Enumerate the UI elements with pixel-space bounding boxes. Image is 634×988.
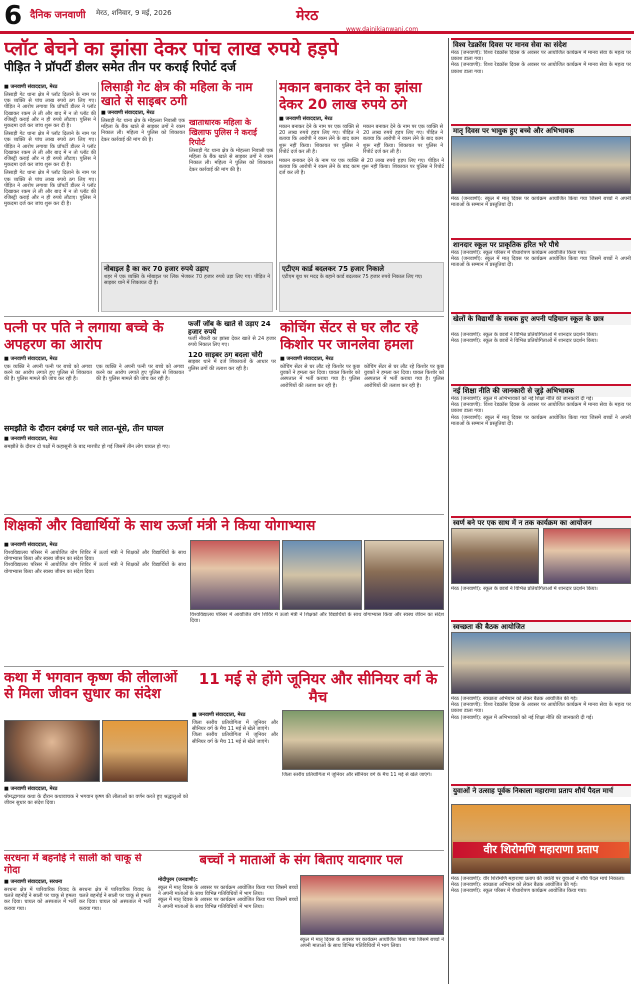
website-link[interactable]: www.dainikjanwani.com [346, 26, 419, 33]
story-loan [188, 320, 276, 480]
sidebar-photo-4 [451, 632, 631, 694]
story-mothers-text-3: स्कूल में मातृ दिवस के अवसर पर कार्यक्रम आयोजित किया गया जिसमें बच्चों ने अपनी माताओं के साथ विभिन्न गतिविधियों में भाग लिया। [300, 937, 444, 950]
story-loan-text: फर्जी नौकरी का झांसा देकर खाते से 24 हजार रुपये निकाल लिए गए। [188, 336, 276, 349]
sidebar-text-5-c: मेरठ (जनवाणी): स्कूल में मातृ दिवस पर कार्यक्रम आयोजित किया गया जिसमें बच्चों ने अपनी माताओं के सम्मान में प्रस्तुतियां दीं। [451, 414, 631, 427]
story-minister-text-2: विश्वविद्यालय परिसर में आयोजित योग शिविर में ऊर्जा मंत्री ने शिक्षकों और विद्यार्थियों के साथ योगाभ्यास किया और स्वस्थ जीवन का संदेश दिया। [4, 562, 186, 575]
story-fraud-headline[interactable]: लिसाड़ी गेट क्षेत्र की महिला के नाम खाते से साइबर ठगी [101, 80, 253, 108]
story-match-byline: ■ जनवाणी संवाददाता, मेरठ [192, 712, 246, 718]
story-match-text: जिला स्तरीय प्रतियोगिता में जूनियर और सीनियर वर्ग के मैच 11 मई से खेले जाएंगे। [192, 720, 278, 733]
story-mothers-byline: मोदीपुरम (जनवाणी): [158, 877, 198, 883]
notice-text: शहर में एक व्यक्ति के मोबाइल पर लिंक भेजकर 70 हजार रुपये उड़ा लिए गए। पीड़ित ने साइबर थाने में शिकायत दी है। [104, 274, 270, 287]
story-minister-headline[interactable]: शिक्षकों और विद्यार्थियों के साथ ऊर्जा मंत्री ने किया योगाभ्यास [4, 518, 316, 534]
sidebar-text-7-a: मेरठ (जनवाणी): स्वच्छता अभियान को लेकर बैठक आयोजित की गई। [451, 696, 578, 702]
story-krishna-text: श्रीमद्भागवत कथा के दौरान कथावाचक ने भगवान कृष्ण की लीलाओं का वर्णन करते हुए श्रद्धालुओं को जीवन सुधार का संदेश दिया। [4, 794, 188, 807]
sidebar-head-1: विश्व रेडक्रॉस दिवस पर मानव सेवा का संदेश [451, 38, 631, 51]
sidebar-text-5-a: मेरठ (जनवाणी): स्कूल में अभिभावकों को नई शिक्षा नीति की जानकारी दी गई। [451, 396, 594, 402]
story-house-text: मकान बनाकर देने के नाम पर एक व्यक्ति से 20 लाख रुपये हड़प लिए गए। पीड़ित ने बताया कि आरोपी ने रकम लेने के बाद काम शुरू नहीं किया। शिकायत पर पुलिस ने रिपोर्ट दर्ज कर ली है। [279, 124, 359, 155]
sidebar-text-8 [451, 876, 631, 984]
sidebar-head-7: स्वच्छता की बैठक आयोजित [451, 620, 631, 633]
sidebar-head-2: मातृ दिवस पर भावुक हुए बच्चे और अभिभावक [451, 124, 631, 137]
sidebar-text-5-b: मेरठ (जनवाणी): विश्व रेडक्रॉस दिवस के अवसर पर आयोजित कार्यक्रम में मानव सेवा के महत्व पर प्रकाश डाला गया। [451, 402, 631, 415]
story-match-head [192, 670, 444, 708]
story-minister-byline: ■ जनवाणी संवाददाता, मेरठ [4, 542, 58, 548]
sidebar-text-7 [451, 696, 631, 782]
story-house-byline: ■ जनवाणी संवाददाता, मेरठ [279, 116, 333, 122]
story-mothers-body [158, 875, 298, 985]
lead-text: लिसाड़ी गेट थाना क्षेत्र में प्लॉट दिलाने के नाम पर एक व्यक्ति से पांच लाख रुपये ठग लिए गए। पीड़ित ने आरोप लगाया कि प्रॉपर्टी डीलर ने प्लॉट दिखाकर रकम ले ली और बाद में न तो प्लॉट की रजिस्ट्री कराई और न ही रुपये लौटाए। पुलिस ने मुकदमा दर्ज कर जांच शुरू कर दी है। [4, 92, 96, 130]
story-fraud [101, 80, 273, 260]
story-mothers-head [158, 853, 444, 873]
match-photo [282, 710, 444, 770]
sidebar-text-5 [451, 396, 631, 514]
story-knife-text-2: सरधना क्षेत्र में पारिवारिक विवाद के चलते बहनोई ने साली पर चाकू से हमला कर दिया। घायल को अस्पताल में भर्ती कराया गया। [79, 887, 151, 912]
story-kidnap [4, 320, 184, 420]
krishna-photo-2 [102, 720, 188, 782]
story-minister-body-2 [190, 612, 444, 662]
mothers-photo [300, 875, 444, 935]
sidebar-photo-5 [451, 804, 631, 874]
story-knife-text: सरधना क्षेत्र में पारिवारिक विवाद के चलते बहनोई ने साली पर चाकू से हमला कर दिया। घायल को अस्पताल में भर्ती कराया गया। [4, 887, 76, 912]
story-coaching [280, 320, 444, 495]
story-fraud-text: लिसाड़ी गेट थाना क्षेत्र के मोहल्ला निवासी एक महिला के बैंक खाते से साइबर ठगों ने रकम निकाल ली। महिला ने पुलिस को शिकायत देकर कार्रवाई की मांग की है। [101, 118, 185, 143]
story-house-text-3: मकान बनाकर देने के नाम पर एक व्यक्ति से 20 लाख रुपये हड़प लिए गए। पीड़ित ने बताया कि आरोपी ने रकम लेने के बाद काम शुरू नहीं किया। शिकायत पर पुलिस ने रिपोर्ट दर्ज कर ली है। [279, 158, 444, 177]
sidebar-head-6: स्वर्ण बने पर एक साथ में न तक कार्यक्रम का आयोजन [451, 516, 631, 529]
lead-headline[interactable]: प्लॉट बेचने का झांसा देकर पांच लाख रुपये हड़पे [4, 38, 339, 60]
story-minister-text: विश्वविद्यालय परिसर में आयोजित योग शिविर में ऊर्जा मंत्री ने शिक्षकों और विद्यार्थियों के साथ योगाभ्यास किया और स्वस्थ जीवन का संदेश दिया। [4, 550, 186, 563]
story-krishna-byline: ■ जनवाणी संवाददाता, मेरठ [4, 786, 58, 792]
story-coaching-headline[interactable]: कोचिंग सेंटर से घर लौट रहे किशोर पर जानलेवा हमला [280, 320, 419, 353]
sidebar-head-8: युवाओं ने उत्साह पूर्वक निकाला महाराणा प्रताप शौर्य पैदल मार्च [451, 784, 631, 797]
story-settle-title[interactable]: समझौते के दौरान दबंगई पर चले लात-घूंसे, तीन घायल [4, 424, 164, 433]
sidebar-text-6 [451, 586, 631, 618]
sidebar-text-8-c: मेरठ (जनवाणी): स्कूल परिसर में पौधारोपण कार्यक्रम आयोजित किया गया। [451, 888, 587, 895]
sidebar-photo-1 [451, 136, 631, 194]
story-mothers-body-2 [300, 937, 444, 985]
story-settle-text: समझौते के दौरान दो पक्षों में कहासुनी के बाद मारपीट हो गई जिसमें तीन लोग घायल हो गए। [4, 444, 170, 450]
sidebar-text-2-a: मेरठ (जनवाणी): स्कूल में मातृ दिवस पर कार्यक्रम आयोजित किया गया जिसमें बच्चों ने अपनी माताओं के सम्मान में प्रस्तुतियां दीं। [451, 196, 631, 209]
story-fraud-callout: खाताधारक महिला के खिलाफ पुलिस ने कराई रिपोर्ट [189, 118, 257, 147]
sidebar-text-4-b: मेरठ (जनवाणी): स्कूल के छात्रों ने विभिन्न प्रतियोगिताओं में शानदार प्रदर्शन किया। [451, 338, 598, 345]
story-settle-byline: ■ जनवाणी संवाददाता, मेरठ [4, 436, 58, 442]
sidebar-head-3: शानदार स्कूल पर प्राकृतिक हरित भरे पौधे [451, 238, 631, 251]
page-number: 6 [4, 1, 23, 31]
sidebar-text-1 [451, 50, 631, 122]
story-coaching-text: कोचिंग सेंटर से घर लौट रहे किशोर पर कुछ युवकों ने हमला कर दिया। घायल किशोर को अस्पताल में भर्ती कराया गया है। पुलिस आरोपियों की तलाश कर रही है। [280, 364, 360, 389]
sidebar-text-2 [451, 196, 631, 236]
story-kidnap-text: एक व्यक्ति ने अपनी पत्नी पर बच्चे को अगवा करने का आरोप लगाते हुए पुलिस से शिकायत की है। पुलिस मामले की जांच कर रही है। [4, 364, 92, 383]
dateline: मेरठ, शनिवार, 9 मई, 2026 [96, 9, 172, 17]
story-kidnap-headline[interactable]: पत्नी पर पति ने लगाया बच्चे के अपहरण का आरोप [4, 320, 164, 353]
story-match-text-2: जिला स्तरीय प्रतियोगिता में जूनियर और सीनियर वर्ग के मैच 11 मई से खेले जाएंगे। [192, 732, 278, 745]
story-fraud-byline: ■ जनवाणी संवाददाता, मेरठ [101, 110, 155, 116]
lead-byline: ■ जनवाणी संवाददाता, मेरठ [4, 84, 58, 90]
sidebar-head-5: नई शिक्षा नीति की जानकारी से जुड़े अभिभावक [451, 384, 631, 397]
sidebar-head-4: खेलों के विद्यार्थी के सबक हुए अपनी पहिचान स्कूल के छात्र [451, 312, 631, 325]
story-match-body [192, 710, 278, 848]
sidebar-text-1-b: मेरठ (जनवाणी): विश्व रेडक्रॉस दिवस के अवसर पर आयोजित कार्यक्रम में मानव सेवा के महत्व पर प्रकाश डाला गया। [451, 62, 631, 75]
story-knife-byline: ■ जनवाणी संवाददाता, सरधना [4, 879, 63, 885]
story-knife-headline[interactable]: सरधना में बहनोई ने साली को चाकू से गोदा [4, 853, 142, 876]
story-match-headline[interactable]: 11 मई से होंगे जूनियर और सीनियर वर्ग के मैच [198, 670, 438, 706]
sidebar-text-3-b: मेरठ (जनवाणी): स्कूल में मातृ दिवस पर कार्यक्रम आयोजित किया गया जिसमें बच्चों ने अपनी माताओं के सम्मान में प्रस्तुतियां दीं। [451, 256, 631, 269]
sidebar-photo-3 [543, 528, 631, 584]
atm-box [279, 262, 444, 312]
masthead [0, 0, 634, 34]
story-match-body-2 [282, 772, 444, 848]
story-knife [4, 853, 154, 985]
story-coaching-byline: ■ जनवाणी संवाददाता, मेरठ [280, 356, 334, 362]
story-loan-title: फर्जी जॉब के खाते से उड़ाए 24 हजार रुपये [188, 320, 271, 336]
krishna-photo-1 [4, 720, 100, 782]
sidebar-text-8-a: मेरठ (जनवाणी): वीर शिरोमणि महाराणा प्रताप की जयंती पर युवाओं ने शौर्य पैदल मार्च निकाला। [451, 876, 625, 882]
sidebar-text-7-c: मेरठ (जनवाणी): स्कूल में अभिभावकों को नई शिक्षा नीति की जानकारी दी गई। [451, 714, 594, 721]
sidebar-text-1-a: मेरठ (जनवाणी): विश्व रेडक्रॉस दिवस के अवसर पर आयोजित कार्यक्रम में मानव सेवा के महत्व पर प्रकाश डाला गया। [451, 50, 631, 63]
story-kidnap-byline: ■ जनवाणी संवाददाता, मेरठ [4, 356, 58, 362]
notice-box [101, 262, 273, 312]
story-loan-subtitle: 120 साइबर ठग बदला चोरी [188, 351, 263, 360]
lead-body [4, 82, 96, 312]
minister-photo-2 [282, 540, 362, 610]
story-fraud-text-2: लिसाड़ी गेट थाना क्षेत्र के मोहल्ला निवासी एक महिला के बैंक खाते से साइबर ठगों ने रकम निकाल ली। महिला ने पुलिस को शिकायत देकर कार्रवाई की मांग की है। [189, 148, 273, 173]
sidebar-text-8-b: मेरठ (जनवाणी): स्वच्छता अभियान को लेकर बैठक आयोजित की गई। [451, 882, 578, 889]
lead-headline-block [4, 38, 444, 78]
story-loan-subtext: साइबर थाने में दर्ज शिकायतों के आधार पर पुलिस ठगों की तलाश कर रही है। [188, 359, 276, 372]
sidebar-photo-2 [451, 528, 539, 584]
story-kidnap-text-2: एक व्यक्ति ने अपनी पत्नी पर बच्चे को अगवा करने का आरोप लगाते हुए पुलिस से शिकायत की है। पुलिस मामले की जांच कर रही है। [96, 364, 184, 383]
story-minister-body [4, 540, 186, 615]
story-house-text-2: मकान बनाकर देने के नाम पर एक व्यक्ति से 20 लाख रुपये हड़प लिए गए। पीड़ित ने बताया कि आरोपी ने रकम लेने के बाद काम शुरू नहीं किया। शिकायत पर पुलिस ने रिपोर्ट दर्ज कर ली है। [363, 124, 443, 155]
story-settle [4, 424, 184, 512]
story-coaching-text-2: कोचिंग सेंटर से घर लौट रहे किशोर पर कुछ युवकों ने हमला कर दिया। घायल किशोर को अस्पताल में भर्ती कराया गया है। पुलिस आरोपियों की तलाश कर रही है। [364, 364, 444, 389]
brand-name: दैनिक जनवाणी [30, 10, 86, 21]
story-mothers-headline[interactable]: बच्चों ने माताओं के संग बिताए यादगार पल [199, 853, 403, 868]
sidebar-text-4-a: मेरठ (जनवाणी): स्कूल के छात्रों ने विभिन्न प्रतियोगिताओं में शानदार प्रदर्शन किया। [451, 332, 598, 338]
lead-text-cont2: लिसाड़ी गेट थाना क्षेत्र में प्लॉट दिलाने के नाम पर एक व्यक्ति से पांच लाख रुपये ठग लिए गए। पीड़ित ने आरोप लगाया कि प्रॉपर्टी डीलर ने प्लॉट दिखाकर रकम ले ली और बाद में न तो प्लॉट की रजिस्ट्री कराई और न ही रुपये लौटाए। पुलिस ने मुकदमा दर्ज कर जांच शुरू कर दी है। [4, 170, 96, 208]
lead-text-cont: लिसाड़ी गेट थाना क्षेत्र में प्लॉट दिलाने के नाम पर एक व्यक्ति से पांच लाख रुपये ठग लिए गए। पीड़ित ने आरोप लगाया कि प्रॉपर्टी डीलर ने प्लॉट दिखाकर रकम ले ली और बाद में न तो प्लॉट की रजिस्ट्री कराई और न ही रुपये लौटाए। पुलिस ने मुकदमा दर्ज कर जांच शुरू कर दी है। [4, 131, 96, 169]
minister-photo-3 [364, 540, 444, 610]
atm-text: एटीएम बूथ पर मदद के बहाने कार्ड बदलकर 75 हजार रुपये निकाल लिए गए। [282, 274, 423, 280]
story-match-text-3: जिला स्तरीय प्रतियोगिता में जूनियर और सीनियर वर्ग के मैच 11 मई से खेले जाएंगे। [282, 772, 432, 778]
lead-subhead: पीड़ित ने प्रॉपर्टी डीलर समेत तीन पर कराई रिपोर्ट दर्ज [4, 60, 236, 74]
sidebar-text-7-b: मेरठ (जनवाणी): विश्व रेडक्रॉस दिवस के अवसर पर आयोजित कार्यक्रम में मानव सेवा के महत्व पर प्रकाश डाला गया। [451, 702, 631, 715]
minister-photo-1 [190, 540, 280, 610]
story-mothers-text: स्कूल में मातृ दिवस के अवसर पर कार्यक्रम आयोजित किया गया जिसमें बच्चों ने अपनी माताओं के साथ विभिन्न गतिविधियों में भाग लिया। [158, 885, 298, 898]
sidebar-text-3 [451, 250, 631, 310]
pratap-banner: वीर शिरोमणि महाराणा प्रताप [453, 842, 629, 858]
story-house-headline[interactable]: मकान बनाकर देने का झांसा देकर 20 लाख रुपये ठगे [279, 80, 422, 113]
story-minister-text-3: विश्वविद्यालय परिसर में आयोजित योग शिविर में ऊर्जा मंत्री ने शिक्षकों और विद्यार्थियों के साथ योगाभ्यास किया और स्वस्थ जीवन का संदेश दिया। [190, 612, 444, 625]
city-tag: मेरठ [296, 8, 319, 24]
sidebar-text-3-a: मेरठ (जनवाणी): स्कूल परिसर में पौधारोपण कार्यक्रम आयोजित किया गया। [451, 250, 587, 256]
atm-title: एटीएम कार्ड बदलकर 75 हजार निकाले [282, 265, 385, 273]
sidebar-text-6-a: मेरठ (जनवाणी): स्कूल के छात्रों ने विभिन्न प्रतियोगिताओं में शानदार प्रदर्शन किया। [451, 586, 598, 592]
story-minister-head [4, 517, 444, 539]
sidebar-text-4 [451, 332, 631, 382]
story-mothers-text-2: स्कूल में मातृ दिवस के अवसर पर कार्यक्रम आयोजित किया गया जिसमें बच्चों ने अपनी माताओं के साथ विभिन्न गतिविधियों में भाग लिया। [158, 897, 298, 910]
notice-title: नोबाइल है का कर 70 हजार रुपये उड़ाए [104, 265, 209, 273]
story-krishna-body [4, 784, 188, 844]
story-krishna-head [4, 670, 188, 718]
story-krishna-headline[interactable]: कथा में भगवान कृष्ण की लीलाओं से मिला जीवन सुधार का संदेश [4, 670, 178, 702]
